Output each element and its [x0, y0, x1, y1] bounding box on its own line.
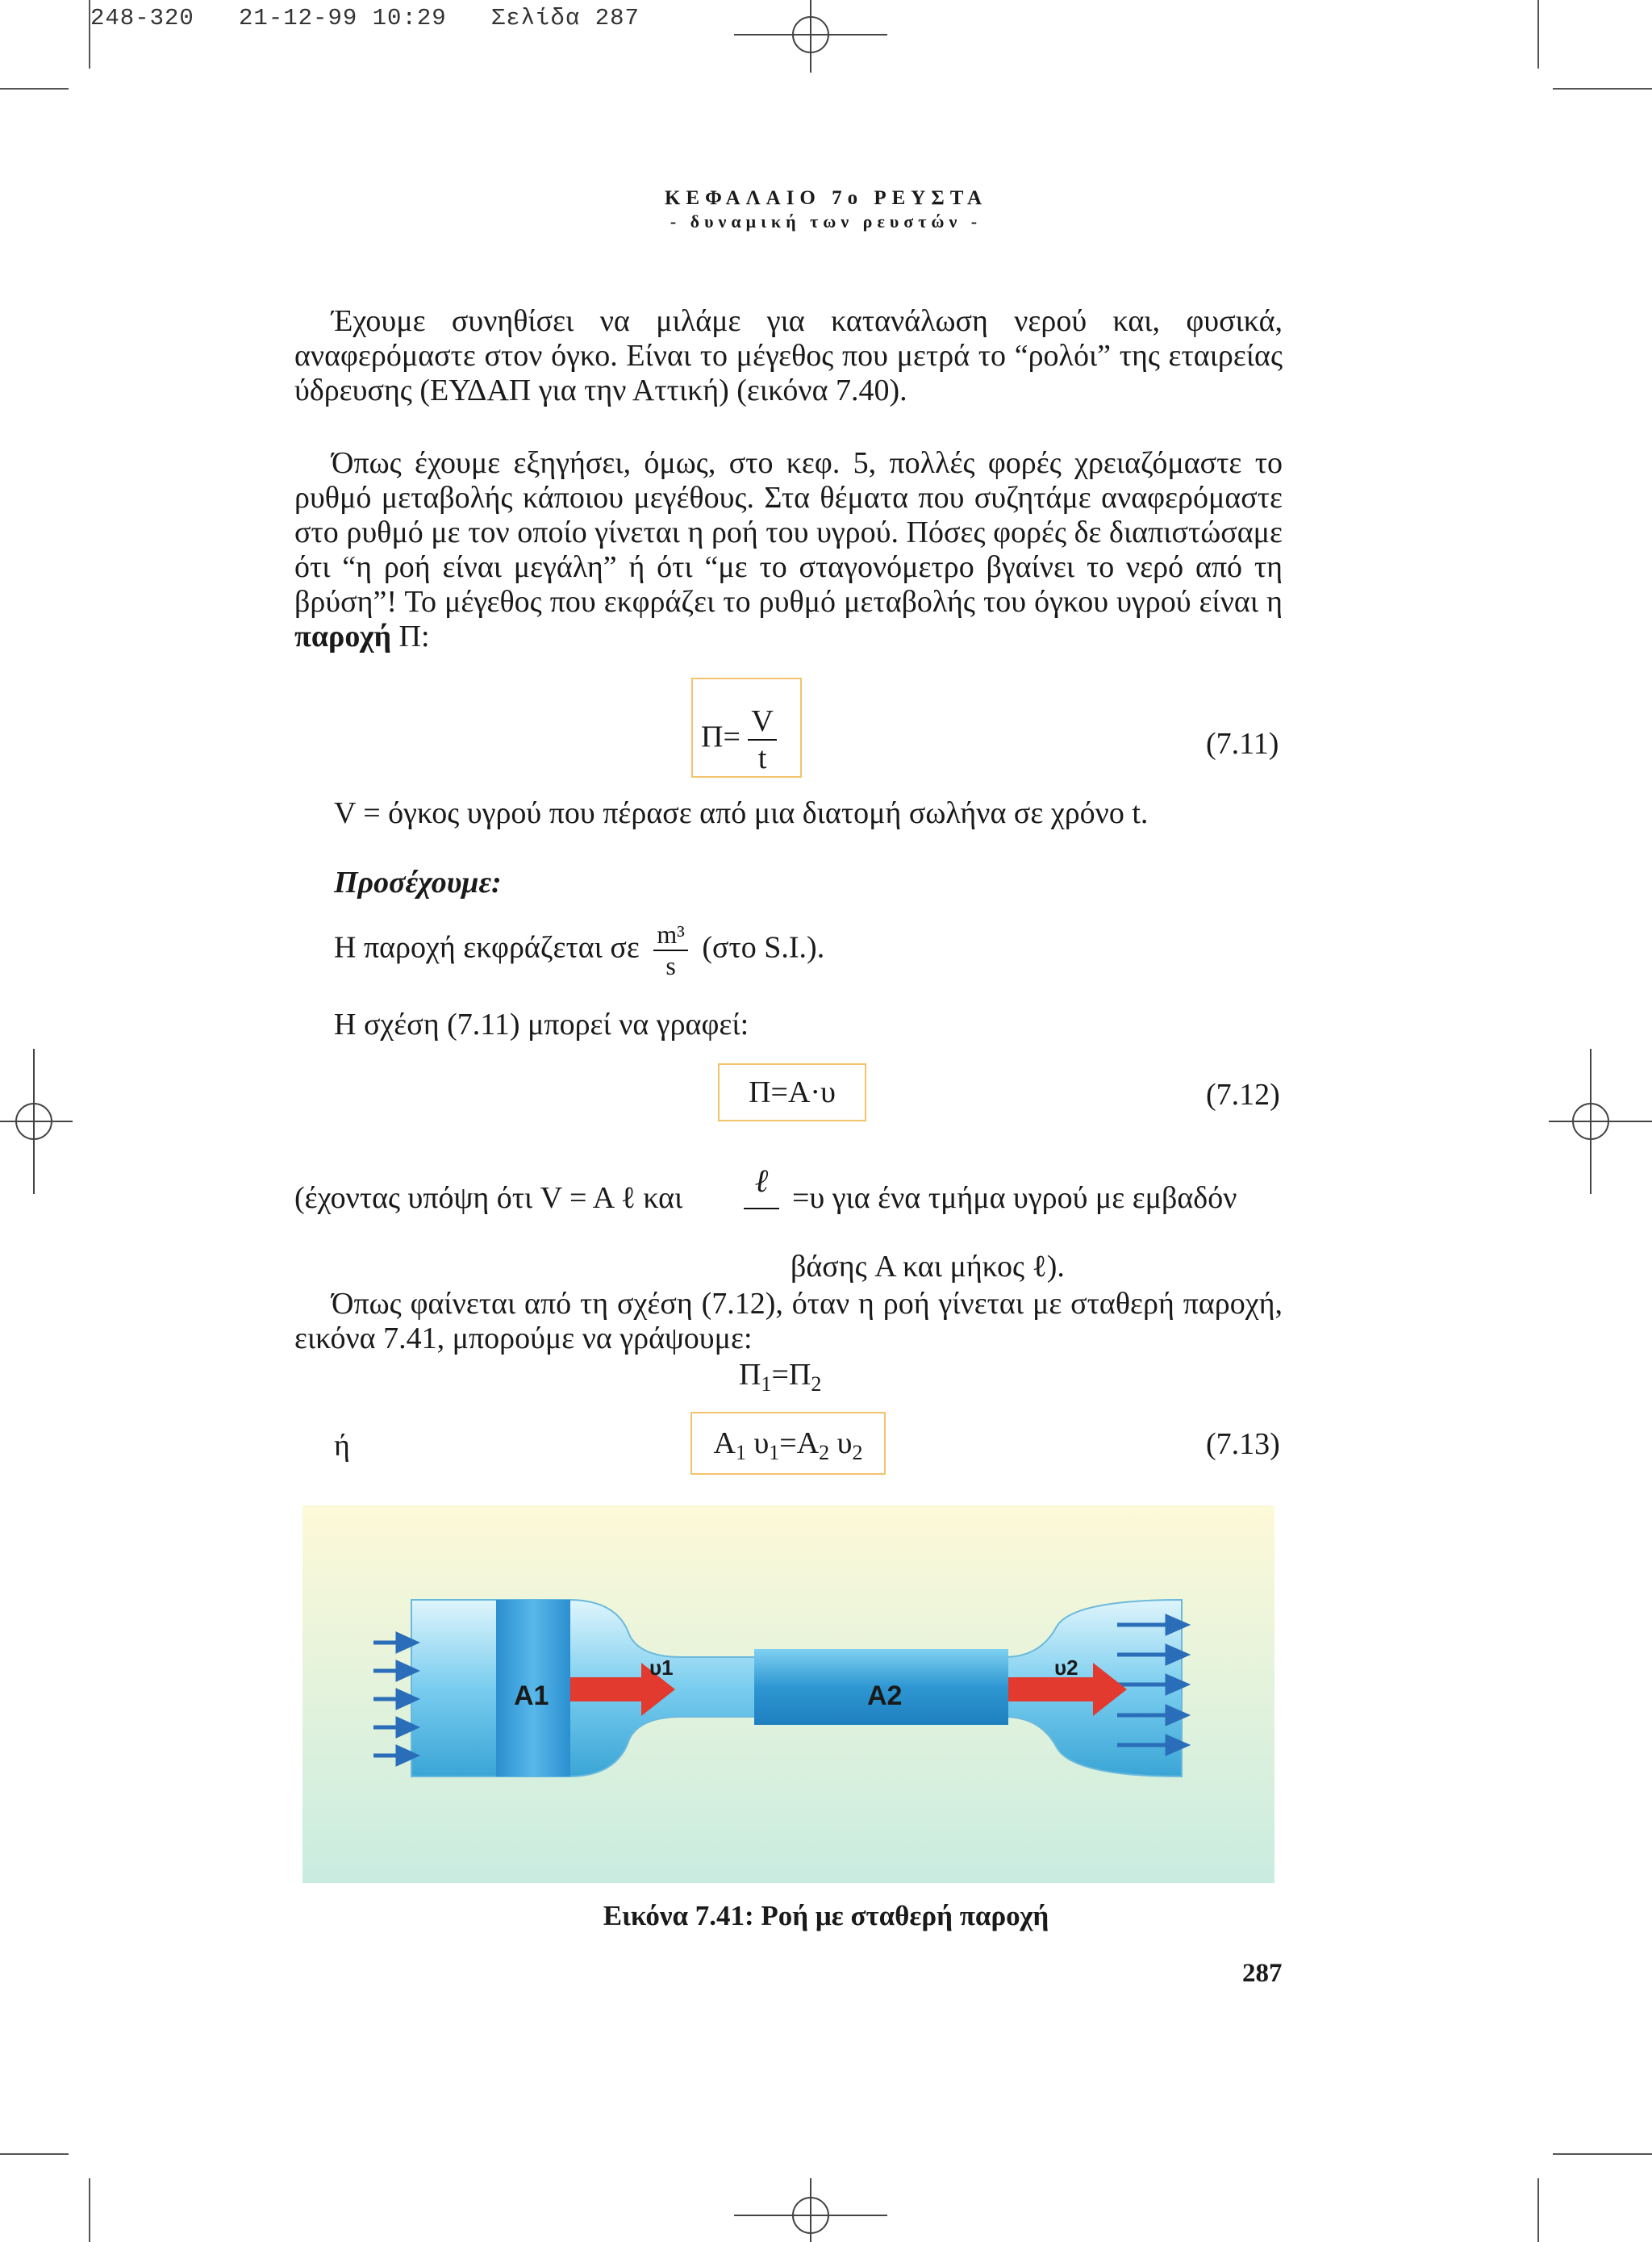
- or-label: ή: [334, 1429, 350, 1463]
- paragraph-1: Έχουμε συνηθίσει να μιλάμε για κατανάλωση νερού και, φυσικά, αναφερόμαστε στον όγκο. Είναι το μέγεθος που μετρά το “ρολόι” της εταιρείας ύδρευσης (ΕΥΔΑΠ για την Αττική) (εικόνα 7.40).: [294, 304, 1283, 407]
- equation-p1-p2: $\Pi_1=\Pi_2$: [739, 1358, 822, 1396]
- relation-line: Η σχέση (7.11) μπορεί να γραφεί:: [334, 1008, 749, 1042]
- equation-number-7-13: (7.13): [1206, 1427, 1280, 1461]
- registration-mark-left: [0, 1049, 73, 1194]
- given-part-1: (έχοντας υπόψη ότι V = A ℓ και: [294, 1181, 683, 1215]
- given-part-2: =υ για ένα τμήμα υγρού με εμβαδόν: [792, 1181, 1237, 1215]
- given-line-2: βάσης A και μήκος ℓ).: [791, 1250, 1065, 1284]
- label-u1: υ1: [649, 1655, 674, 1680]
- paragraph-3: Όπως φαίνεται από τη σχέση (7.12), όταν η ροή γίνεται με σταθερή παροχή, εικόνα 7.41, μπορούμε να γράψουμε:: [294, 1287, 1283, 1355]
- figure-caption: Εικόνα 7.41: Ροή με σταθερή παροχή: [603, 1900, 1049, 1931]
- figure-pipe-flow: [302, 1505, 1274, 1883]
- fraction-bar: [744, 1208, 779, 1209]
- chapter-header: ΚΕΦΑΛΑΙΟ 7ο ΡΕΥΣΤΑ: [664, 187, 988, 209]
- label-a1: A1: [514, 1680, 549, 1711]
- equation-7-13-box: $A_1$ $\upsilon_1=A_2$ $\upsilon_2$: [690, 1412, 886, 1475]
- label-u2: υ2: [1054, 1655, 1078, 1680]
- equation-number-7-11: (7.11): [1206, 727, 1279, 761]
- label-a2: A2: [867, 1680, 903, 1711]
- attention-heading: Προσέχουμε:: [334, 866, 502, 900]
- given-fraction-num: ℓ: [754, 1163, 769, 1199]
- paragraph-2: Όπως έχουμε εξηγήσει, όμως, στο κεφ. 5, πολλές φορές χρειαζόμαστε το ρυθμό μεταβολής κάποιου μεγέθους. Στα θέματα που συζητάμε αναφερόμαστε στο ρυθμό με τον οποίο γίνεται η ροή του υγρού. Πόσες φορές δε διαπιστώσαμε ότι “η ροή είναι μεγάλη” ή ότι “με το σταγονόμετρο βγαίνει το νερό από τη βρύση”! Το μέγεθος που εκφράζει το ρυθμό μεταβολής του όγκου υγρού είναι η παροχή Π:: [294, 446, 1283, 653]
- v-definition: V = όγκος υγρού που πέρασε από μια διατομή σωλήνα σε χρόνο t.: [334, 796, 1149, 830]
- bold-term: παροχή: [294, 620, 392, 653]
- equation-7-12-box: Π=A·υ: [718, 1063, 866, 1121]
- equation-7-11-box: Π= $\frac{V}{t}$: [691, 678, 802, 778]
- chapter-subheader: - δυναμική των ρευστών -: [670, 211, 982, 232]
- page-number: 287: [1242, 1959, 1283, 1988]
- print-slug: 248-320 21-12-99 10:29 Σελίδα 287: [90, 5, 640, 31]
- equation-number-7-12: (7.12): [1206, 1078, 1280, 1112]
- units-line: Η παροχή εκφράζεται σε $\frac{\text{m³}}{s}$ (στο S.I.).: [334, 920, 825, 980]
- registration-mark-top: [734, 0, 887, 73]
- registration-mark-bottom: [734, 2178, 887, 2242]
- registration-mark-right: [1549, 1049, 1652, 1194]
